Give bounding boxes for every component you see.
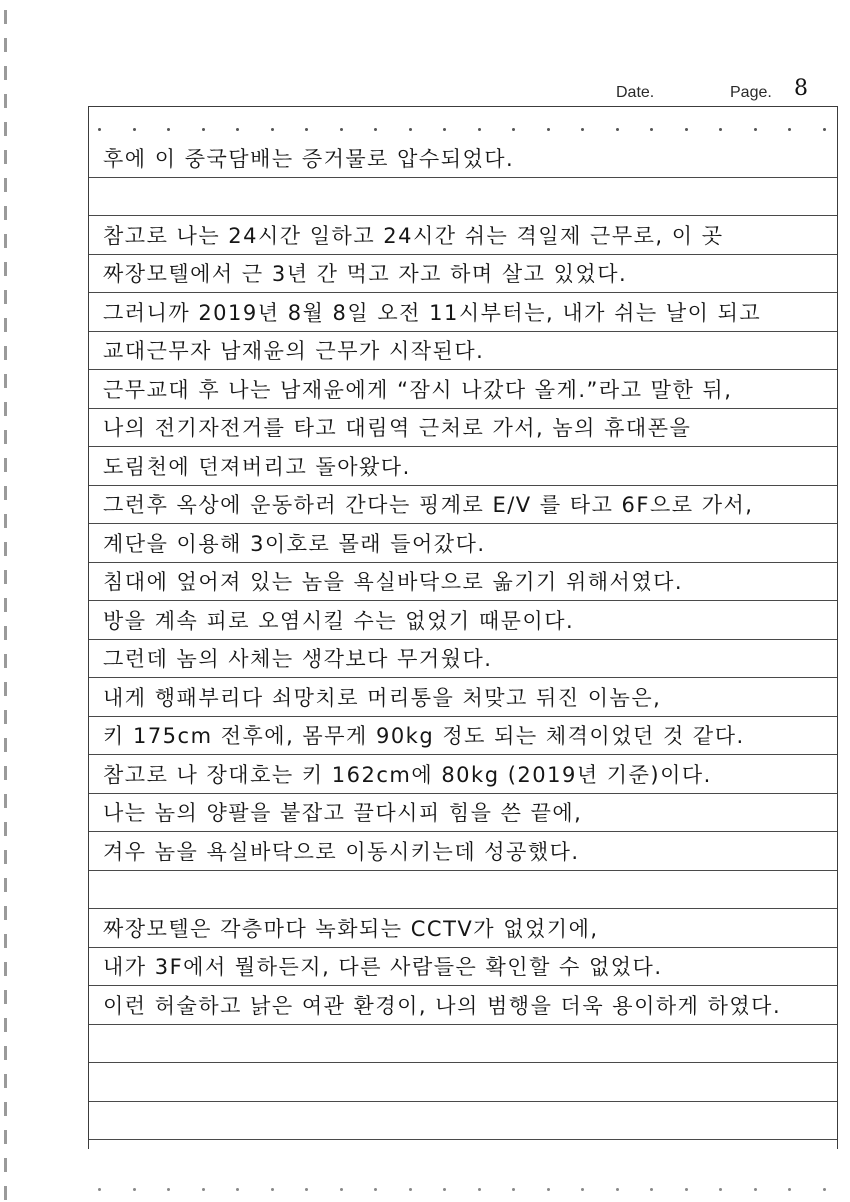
binding-mark bbox=[4, 94, 7, 108]
ruled-line bbox=[89, 986, 837, 1025]
ruled-line bbox=[89, 409, 837, 448]
binding-mark bbox=[4, 178, 7, 192]
ruled-line bbox=[89, 524, 837, 563]
binding-mark bbox=[4, 458, 7, 472]
handwritten-line: 그런후 옥상에 운동하러 간다는 핑계로 E/V 를 타고 6F으로 가서, bbox=[103, 493, 754, 517]
ruled-line bbox=[89, 1102, 837, 1141]
binding-mark bbox=[4, 598, 7, 612]
binding-mark bbox=[4, 738, 7, 752]
handwritten-line: 그러니까 2019년 8월 8일 오전 11시부터는, 내가 쉬는 날이 되고 bbox=[103, 300, 762, 325]
binding-mark bbox=[4, 10, 7, 24]
ruled-line bbox=[89, 139, 837, 178]
handwritten-line: 도림천에 던져버리고 돌아왔다. bbox=[103, 454, 411, 479]
binding-mark bbox=[4, 402, 7, 416]
handwritten-line: 겨우 놈을 욕실바닥으로 이동시키는데 성공했다. bbox=[103, 839, 580, 864]
ruled-line bbox=[89, 871, 837, 910]
ruled-line bbox=[89, 293, 837, 332]
binding-mark bbox=[4, 1186, 7, 1200]
handwritten-line: 근무교대 후 나는 남재윤에게 “잠시 나갔다 올게.”라고 말한 뒤, bbox=[103, 377, 733, 402]
handwritten-line: 참고로 나는 24시간 일하고 24시간 쉬는 격일제 근무로, 이 곳 bbox=[103, 223, 724, 248]
bottom-dot-row bbox=[88, 1188, 836, 1192]
handwritten-line: 나의 전기자전거를 타고 대림역 근처로 가서, 놈의 휴대폰을 bbox=[103, 416, 692, 440]
ruled-line bbox=[89, 640, 837, 679]
handwritten-line: 키 175cm 전후에, 몸무게 90kg 정도 되는 체격이었던 것 같다. bbox=[103, 724, 745, 748]
binding-mark bbox=[4, 290, 7, 304]
binding-mark bbox=[4, 262, 7, 276]
binding-mark bbox=[4, 878, 7, 892]
binding-mark bbox=[4, 1018, 7, 1032]
binding-mark bbox=[4, 318, 7, 332]
ruled-line bbox=[89, 832, 837, 871]
ruled-line bbox=[89, 332, 837, 371]
binding-mark bbox=[4, 374, 7, 388]
binding-mark bbox=[4, 150, 7, 164]
binding-mark bbox=[4, 906, 7, 920]
binding-mark bbox=[4, 934, 7, 948]
binding-mark bbox=[4, 626, 7, 640]
ruled-line bbox=[89, 178, 837, 217]
handwritten-line: 방을 계속 피로 오염시킬 수는 없었기 때문이다. bbox=[103, 608, 575, 633]
ruled-line bbox=[89, 717, 837, 756]
ruled-line bbox=[89, 601, 837, 640]
binding-mark bbox=[4, 570, 7, 584]
binding-mark bbox=[4, 990, 7, 1004]
handwritten-line: 침대에 엎어져 있는 놈을 욕실바닥으로 옮기기 위해서였다. bbox=[103, 570, 684, 594]
handwritten-line: 참고로 나 장대호는 키 162cm에 80kg (2019년 기준)이다. bbox=[103, 762, 712, 787]
handwritten-line: 내게 행패부리다 쇠망치로 머리통을 처맞고 뒤진 이놈은, bbox=[103, 685, 662, 710]
binding-mark bbox=[4, 514, 7, 528]
ruled-line bbox=[89, 909, 837, 948]
binding-mark bbox=[4, 682, 7, 696]
ruled-line bbox=[89, 1025, 837, 1064]
handwritten-line: 교대근무자 남재윤의 근무가 시작된다. bbox=[103, 339, 485, 363]
binding-mark bbox=[4, 710, 7, 724]
binding-mark bbox=[4, 38, 7, 52]
ruled-line bbox=[89, 216, 837, 255]
binding-mark bbox=[4, 1130, 7, 1144]
page-number: 8 bbox=[794, 76, 808, 101]
binding-mark bbox=[4, 1074, 7, 1088]
binding-mark bbox=[4, 234, 7, 248]
binding-mark bbox=[4, 1046, 7, 1060]
binding-mark bbox=[4, 430, 7, 444]
binding-mark bbox=[4, 962, 7, 976]
binding-mark bbox=[4, 794, 7, 808]
ruled-line bbox=[89, 370, 837, 409]
ruled-line bbox=[89, 486, 837, 525]
handwritten-line: 짜장모텔에서 근 3년 간 먹고 자고 하며 살고 있었다. bbox=[103, 262, 628, 286]
binding-mark bbox=[4, 1102, 7, 1116]
binding-mark bbox=[4, 850, 7, 864]
page-label: Page. bbox=[730, 84, 772, 101]
ruled-page bbox=[88, 106, 838, 1149]
ruled-line bbox=[89, 255, 837, 294]
binding-mark bbox=[4, 122, 7, 136]
ruled-line bbox=[89, 948, 837, 987]
ruled-line bbox=[89, 563, 837, 602]
binding-edge bbox=[0, 0, 22, 1202]
ruled-line bbox=[89, 755, 837, 794]
handwritten-line: 나는 놈의 양팔을 붙잡고 끌다시피 힘을 쓴 끝에, bbox=[103, 801, 583, 825]
binding-mark bbox=[4, 766, 7, 780]
handwritten-line: 내가 3F에서 뭘하든지, 다른 사람들은 확인할 수 없었다. bbox=[103, 955, 663, 979]
ruled-line bbox=[89, 678, 837, 717]
handwritten-line: 계단을 이용해 3이호로 몰래 들어갔다. bbox=[103, 531, 486, 556]
handwritten-line: 이런 허술하고 낡은 여관 환경이, 나의 범행을 더욱 용이하게 하였다. bbox=[103, 993, 782, 1018]
binding-mark bbox=[4, 206, 7, 220]
ruled-line bbox=[89, 794, 837, 833]
ruled-line bbox=[89, 447, 837, 486]
date-label: Date. bbox=[616, 84, 655, 101]
ruled-line bbox=[89, 1063, 837, 1102]
binding-mark bbox=[4, 346, 7, 360]
handwritten-line: 짜장모텔은 각층마다 녹화되는 CCTV가 없었기에, bbox=[103, 916, 599, 941]
binding-mark bbox=[4, 66, 7, 80]
binding-mark bbox=[4, 1158, 7, 1172]
binding-mark bbox=[4, 542, 7, 556]
binding-mark bbox=[4, 654, 7, 668]
binding-mark bbox=[4, 822, 7, 836]
handwritten-line: 그런데 놈의 사체는 생각보다 무거웠다. bbox=[103, 647, 493, 671]
handwritten-line: 후에 이 중국담배는 증거물로 압수되었다. bbox=[103, 146, 515, 171]
binding-mark bbox=[4, 486, 7, 500]
